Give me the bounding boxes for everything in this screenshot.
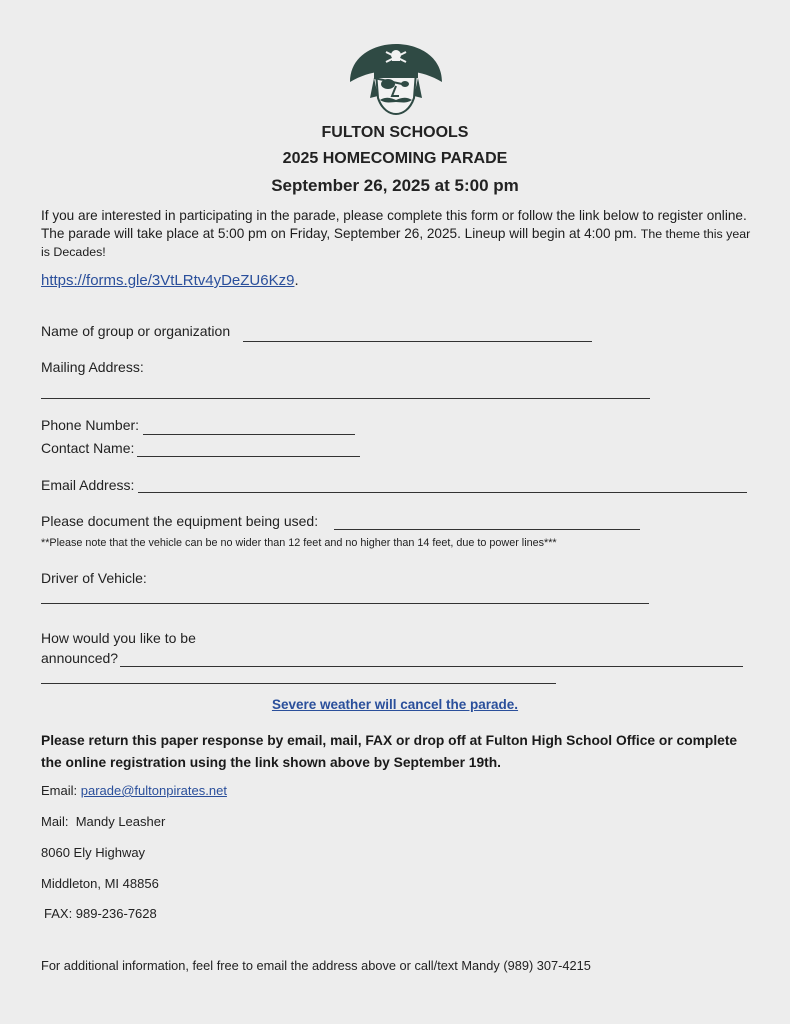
- event-date: September 26, 2025 at 5:00 pm: [271, 176, 519, 195]
- contact-name-field[interactable]: [137, 456, 360, 457]
- event-title: 2025 HOMECOMING PARADE: [282, 150, 508, 167]
- group-name-label: Name of group or organization: [41, 323, 231, 339]
- mail-name: Mandy Leasher: [75, 814, 166, 829]
- mail-city: Middleton, MI 48856: [41, 876, 159, 891]
- contact-email-link[interactable]: parade@fultonpirates.net: [80, 783, 227, 798]
- intro-paragraph: [41, 207, 753, 262]
- pirate-logo-icon: [346, 42, 446, 116]
- mail-label: Mail:: [41, 814, 69, 829]
- email-label: Email:: [41, 783, 78, 798]
- fax-number: FAX: 989-236-7628: [44, 906, 157, 921]
- group-name-field[interactable]: [243, 341, 592, 342]
- equipment-field[interactable]: [334, 529, 640, 530]
- footer-info: For additional information, feel free to email the address above or call/text Mandy (989) 307-4215: [41, 958, 591, 973]
- announce-field-line1[interactable]: [120, 666, 743, 667]
- school-name: FULTON SCHOOLS: [321, 124, 469, 141]
- announce-label-line1: How would you like to be: [41, 630, 196, 646]
- email-address-field[interactable]: [138, 492, 747, 493]
- driver-field[interactable]: [41, 603, 649, 604]
- contact-email-row: [41, 783, 227, 798]
- link-period: .: [294, 272, 299, 289]
- registration-link[interactable]: https://forms.gle/3VtLRtv4yDeZU6Kz9: [41, 272, 295, 289]
- mailing-address-label: Mailing Address:: [41, 359, 144, 375]
- intro-text: If you are interested in participating in the parade, please complete this form or follow the link below to register online. The parade will take place at 5:00 pm on Friday, September 26, 2025. Lineup will begin at 4:00 pm.: [41, 208, 747, 241]
- weather-notice: Severe weather will cancel the parade.: [271, 697, 519, 712]
- return-instructions: Please return this paper response by email, mail, FAX or drop off at Fulton High School Office or complete the online registration using the link shown above by September 19th.: [41, 733, 738, 770]
- phone-label: Phone Number:: [41, 417, 140, 433]
- equipment-label: Please document the equipment being used:: [41, 513, 319, 529]
- contact-mail-row: [41, 814, 165, 829]
- equipment-note: **Please note that the vehicle can be no wider than 12 feet and no higher than 14 feet, due to power lines***: [41, 537, 557, 549]
- mailing-address-field[interactable]: [41, 398, 650, 399]
- registration-link-row: [41, 272, 299, 290]
- theme-text: The theme this year is Decades!: [41, 226, 751, 259]
- contact-name-label: Contact Name:: [41, 440, 135, 456]
- email-address-label: Email Address:: [41, 477, 135, 493]
- driver-label: Driver of Vehicle:: [41, 570, 147, 586]
- announce-label-line2: announced?: [41, 650, 119, 666]
- phone-field[interactable]: [143, 434, 355, 435]
- mail-street: 8060 Ely Highway: [41, 845, 146, 860]
- announce-field-line2[interactable]: [41, 683, 556, 684]
